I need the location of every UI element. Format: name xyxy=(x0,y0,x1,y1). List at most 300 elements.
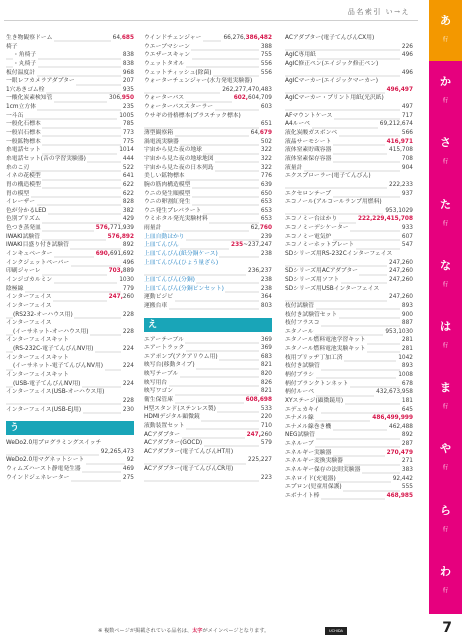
index-entry xyxy=(6,362,134,371)
page-ref: 889 xyxy=(122,268,134,275)
kana-tab-row-label: 行 xyxy=(442,220,449,227)
page-refs xyxy=(259,474,272,483)
index-term: 宇宙から見た夜の地球地図 xyxy=(144,155,214,162)
index-entry xyxy=(285,51,413,60)
page-ref: 382 xyxy=(122,207,134,214)
page-refs xyxy=(400,43,413,52)
page-refs xyxy=(400,69,413,78)
page-ref: 271 xyxy=(401,458,413,465)
index-term: A4ルーペ xyxy=(285,121,311,128)
page-refs xyxy=(121,311,134,320)
index-entry xyxy=(6,276,134,285)
page-ref: 953,1029 xyxy=(385,207,413,214)
page-ref: 496 xyxy=(401,52,413,59)
index-entry xyxy=(6,77,134,86)
index-term: 液化炭酸ガスボンベ xyxy=(285,130,338,137)
index-term: 上皿自動はかり xyxy=(144,233,185,240)
kana-tab-row-label: 行 xyxy=(442,526,449,533)
kana-tab[interactable] xyxy=(429,367,462,430)
index-entry xyxy=(144,233,272,242)
index-term: H型スタンド(ステンレス製) xyxy=(144,405,216,412)
index-entry xyxy=(285,138,413,147)
page-refs xyxy=(121,129,134,138)
kana-tab[interactable] xyxy=(429,122,462,185)
index-term: エアーテーブル xyxy=(144,336,184,343)
index-term: IWAKI目盛り付き試験管 xyxy=(6,242,69,249)
page-refs xyxy=(121,51,134,60)
page-refs xyxy=(121,155,134,164)
index-term: インターフェイス xyxy=(6,320,52,327)
index-term: 柄付ブラシ xyxy=(285,371,314,378)
index-term: 糸電話セット(音の学習実験器) xyxy=(6,155,86,162)
page-ref: 968 xyxy=(122,69,134,76)
index-term: 液体窒素貯蔵容器 xyxy=(285,147,332,154)
page-ref: 710 xyxy=(260,422,272,429)
kana-tab[interactable] xyxy=(429,428,462,491)
index-entry xyxy=(144,431,272,440)
index-entry xyxy=(6,285,134,294)
page-refs xyxy=(121,380,134,389)
index-term: AgICマーカー・プリント用紙(光沢紙) xyxy=(285,95,384,102)
page-refs xyxy=(259,164,272,173)
index-term: 柄付ブランクトンネット xyxy=(285,380,349,387)
page-ref: 260 xyxy=(122,294,134,301)
index-entry xyxy=(285,250,413,259)
page-ref: 247,260 xyxy=(389,276,413,283)
kana-tab-label: な xyxy=(440,258,451,272)
page-ref: 820 xyxy=(260,371,272,378)
kana-tab-label: や xyxy=(440,442,451,456)
index-entry xyxy=(144,190,272,199)
index-entry xyxy=(6,293,134,302)
index-entry xyxy=(6,241,134,250)
page-ref: 92 xyxy=(126,457,134,464)
page-refs xyxy=(400,362,413,371)
index-entry xyxy=(6,250,134,259)
page-ref: 775 xyxy=(122,138,134,145)
index-entry xyxy=(285,181,413,190)
page-refs xyxy=(221,34,272,43)
page-refs xyxy=(121,69,134,78)
page-ref: 691,692 xyxy=(110,251,134,258)
index-entry xyxy=(285,207,413,216)
index-entry xyxy=(144,422,272,431)
page-ref: 306, xyxy=(108,95,122,102)
index-term: NEG試験管 xyxy=(285,432,315,439)
index-entry xyxy=(285,112,413,121)
index-entry xyxy=(285,224,413,233)
index-term: SDシリーズ用ソフト xyxy=(285,276,340,283)
page-ref: 223 xyxy=(260,474,272,481)
index-term: イネの花模型 xyxy=(6,173,41,180)
page-ref: 432,673,958 xyxy=(376,389,413,396)
page-ref: 228 xyxy=(122,311,134,318)
main-page-ref: 468,985 xyxy=(386,492,413,499)
index-entry xyxy=(144,172,272,181)
page-refs xyxy=(121,406,134,415)
index-term: ウィムズハースト静電発生器 xyxy=(6,466,81,473)
page-ref: 755 xyxy=(260,52,272,59)
page-refs xyxy=(383,328,413,337)
page-ref: 953,1030 xyxy=(385,328,413,335)
index-term: ACアダプター(電子てんびんCR用) xyxy=(144,466,234,473)
index-term: ウェットタオル xyxy=(144,60,185,67)
page-ref: 556 xyxy=(260,60,272,67)
index-entry xyxy=(6,69,134,78)
index-entry xyxy=(285,155,413,164)
index-term: ウインドチェンジャー xyxy=(144,35,202,41)
index-term: 液量計 xyxy=(285,164,303,171)
page-refs xyxy=(121,198,134,207)
index-entry xyxy=(285,354,413,363)
kana-tab[interactable] xyxy=(429,0,462,63)
page-ref: 238 xyxy=(260,251,272,258)
index-entry xyxy=(144,34,272,43)
page-refs xyxy=(259,405,272,414)
page-ref: 803 xyxy=(260,302,272,309)
page-refs xyxy=(259,250,272,259)
index-term: インターフェイスキット xyxy=(6,354,69,361)
index-entry xyxy=(144,51,272,60)
page-ref: 887 xyxy=(401,320,413,327)
index-term: ウォーターパススターラー xyxy=(144,104,214,111)
index-entry xyxy=(144,224,272,233)
index-entry xyxy=(6,207,134,216)
index-term: 陰極線 xyxy=(6,285,24,292)
index-term: 一斗缶 xyxy=(6,112,24,119)
page-ref: 388 xyxy=(260,43,272,50)
main-page-ref: 247, xyxy=(108,294,123,301)
index-entry xyxy=(144,129,272,138)
page-refs xyxy=(374,388,413,397)
index-term: インターフェイス(USB-EJ用) xyxy=(6,406,82,413)
index-entry xyxy=(144,336,272,345)
page-ref: 935 xyxy=(122,86,134,93)
index-term: エアポンプ(アクアリウム用) xyxy=(144,353,218,360)
index-entry xyxy=(6,302,134,311)
index-entry xyxy=(285,328,413,337)
index-term: ウニ発生プレパラート xyxy=(144,207,202,214)
index-entry xyxy=(285,492,413,501)
index-entry xyxy=(285,172,413,181)
index-entry xyxy=(6,311,134,320)
index-term: インクジェットペーパー xyxy=(6,259,70,266)
index-term: ACアダプター(電子てんびんCX用) xyxy=(285,35,375,41)
page-refs xyxy=(259,422,272,431)
index-term: インジゴカルミン xyxy=(6,276,53,283)
kana-tab[interactable] xyxy=(429,245,462,308)
page-refs xyxy=(400,466,413,475)
page-refs xyxy=(121,474,134,483)
index-term: エボナイト棒 xyxy=(285,492,320,499)
page-ref: 207 xyxy=(122,78,134,85)
page-ref: 228 xyxy=(122,397,134,404)
kana-tab-sidebar xyxy=(429,0,462,612)
index-term: イレーザー xyxy=(6,199,35,206)
section-heading: え xyxy=(144,318,272,332)
main-page-ref: 416,971 xyxy=(386,138,413,145)
page-refs xyxy=(106,233,134,242)
index-term: ACアダプター(電子てんびんHT用) xyxy=(144,448,234,455)
page-refs xyxy=(245,431,272,440)
index-term: 液体窒素保存容器 xyxy=(285,155,332,162)
page-refs xyxy=(121,138,134,147)
footnote-suffix: がメインページとなります。 xyxy=(202,628,270,634)
index-term: インターフェイス xyxy=(6,302,52,309)
index-entry xyxy=(144,86,272,95)
page-ref: 1005 xyxy=(119,112,134,119)
index-term: ウェットティッシュ(除菌) xyxy=(144,69,212,76)
page-refs xyxy=(259,285,272,294)
page-ref: 69,212,674 xyxy=(379,121,413,128)
kana-tab-row-label: 行 xyxy=(442,343,449,349)
kana-tab-row-label: 行 xyxy=(442,281,449,288)
kana-tab-row-label: 行 xyxy=(442,98,449,105)
page-ref: 639 xyxy=(260,181,272,188)
page-ref: 281 xyxy=(401,346,413,353)
index-entry xyxy=(285,423,413,432)
index-term: エネロイド(充電器) xyxy=(285,475,336,482)
page-refs xyxy=(117,276,134,285)
index-entry xyxy=(6,259,134,268)
section-heading: う xyxy=(6,421,134,435)
page-ref: 1008 xyxy=(398,371,413,378)
page-refs xyxy=(400,224,413,233)
page-refs xyxy=(259,413,272,422)
footnote xyxy=(98,627,269,634)
index-entry xyxy=(6,336,134,345)
index-entry xyxy=(285,129,413,138)
index-term: WeDo2.0用マグネットシート xyxy=(6,457,85,464)
page-ref: 262,277,470,483 xyxy=(222,86,272,93)
page-refs xyxy=(400,51,413,60)
page-refs xyxy=(400,129,413,138)
page-ref: 776 xyxy=(260,173,272,180)
page-ref: 683 xyxy=(260,353,272,360)
page-refs xyxy=(107,293,134,302)
index-term: エアートラック xyxy=(144,345,185,352)
index-entry xyxy=(144,405,272,414)
index-entry xyxy=(144,198,272,207)
index-entry xyxy=(144,103,272,112)
index-entry xyxy=(144,293,272,302)
index-entry xyxy=(6,94,134,103)
main-page-ref: 486,499,999 xyxy=(372,415,413,422)
page-ref: 653 xyxy=(260,207,272,214)
page-refs xyxy=(400,233,413,242)
index-entry xyxy=(285,483,413,492)
page-ref: 247,260 xyxy=(389,268,413,275)
index-term: ACアダプター(GOCD) xyxy=(144,440,203,447)
page-refs xyxy=(121,285,134,294)
page-refs xyxy=(99,448,134,457)
main-page-ref: 235 xyxy=(231,242,244,249)
index-term: エタノール燃料電池実験キット xyxy=(285,346,366,353)
kana-tab-label: か xyxy=(440,75,451,89)
page-ref: 64, xyxy=(250,130,260,137)
index-term: 色が分かるLED xyxy=(6,207,47,214)
page-ref: ~237,247 xyxy=(243,242,272,249)
index-entry xyxy=(144,43,272,52)
page-refs xyxy=(220,86,272,95)
index-term: 色別プリズム xyxy=(6,216,41,223)
kana-tab[interactable] xyxy=(429,184,462,247)
page-ref: 547 xyxy=(401,242,413,249)
index-term: ACアダプター xyxy=(144,431,181,438)
page-refs xyxy=(121,207,134,216)
page-ref: 429 xyxy=(122,216,134,223)
page-refs xyxy=(400,155,413,164)
page-refs xyxy=(356,215,413,224)
page-refs xyxy=(259,198,272,207)
index-entry xyxy=(285,388,413,397)
page-refs xyxy=(121,181,134,190)
index-term: 映写台(移動タイプ) xyxy=(144,362,195,369)
index-entry xyxy=(285,345,413,354)
page-ref: 1014 xyxy=(119,147,134,154)
index-entry xyxy=(285,406,413,415)
index-entry xyxy=(285,259,413,268)
page-refs xyxy=(121,215,134,224)
index-entry xyxy=(144,465,272,474)
index-term: XYステージ(顕微鏡用) xyxy=(285,397,344,404)
kana-tab[interactable] xyxy=(429,490,462,553)
page-ref: 415,708 xyxy=(389,147,413,154)
page-refs xyxy=(259,138,272,147)
index-entry xyxy=(144,69,272,78)
index-entry xyxy=(285,267,413,276)
index-entry xyxy=(285,397,413,406)
page-ref: 496 xyxy=(122,259,134,266)
kana-tab[interactable] xyxy=(429,306,462,369)
index-entry xyxy=(6,129,134,138)
index-entry xyxy=(285,190,413,199)
index-entry xyxy=(285,466,413,475)
index-term: エタノール xyxy=(285,328,314,335)
index-entry xyxy=(144,413,272,422)
index-term: 薄型観察箱 xyxy=(144,130,173,137)
page-refs xyxy=(387,423,413,432)
page-refs xyxy=(396,371,413,380)
kana-tab[interactable] xyxy=(429,61,462,124)
kana-tab-row-label: 行 xyxy=(442,465,449,472)
page-refs xyxy=(121,77,134,86)
page-refs xyxy=(259,69,272,78)
index-entry xyxy=(285,103,413,112)
index-entry xyxy=(285,371,413,380)
page-refs xyxy=(107,267,134,276)
page-refs xyxy=(229,241,272,250)
page-refs xyxy=(400,241,413,250)
page-ref: 779 xyxy=(122,285,134,292)
page-ref: 281 xyxy=(401,337,413,344)
page-refs xyxy=(259,439,272,448)
index-term: ウインドジェネレーター xyxy=(6,474,70,481)
page-ref: 497 xyxy=(401,104,413,111)
page-refs xyxy=(385,449,413,458)
page-ref: 533 xyxy=(260,405,272,412)
page-ref: 821 xyxy=(260,362,272,369)
index-entry xyxy=(285,431,413,440)
index-entry xyxy=(6,465,134,474)
index-entry xyxy=(6,448,134,457)
page-ref: 650 xyxy=(260,190,272,197)
page-ref: 1042 xyxy=(398,354,413,361)
index-term: エネルギー変換実験器 xyxy=(285,458,343,465)
page-ref: 821 xyxy=(260,388,272,395)
index-entry xyxy=(6,319,134,328)
index-entry xyxy=(6,233,134,242)
index-term: 上皿てんびん(分銅) xyxy=(144,276,195,283)
index-entry xyxy=(144,456,272,465)
page-refs xyxy=(121,190,134,199)
index-entry xyxy=(6,456,134,465)
index-term: HDMIデジタル顕微鏡 xyxy=(144,414,200,421)
page-ref: 641 xyxy=(122,173,134,180)
page-ref: 369 xyxy=(260,345,272,352)
index-term: 衛生保管庫 xyxy=(144,396,173,403)
index-entry xyxy=(285,440,413,449)
page-refs xyxy=(259,344,272,353)
page-ref: 773 xyxy=(122,130,134,137)
index-entry xyxy=(144,474,272,483)
page-refs xyxy=(259,276,272,285)
index-entry xyxy=(285,475,413,484)
page-ref: 462,488 xyxy=(389,423,413,430)
main-page-ref: 222,229,415,708 xyxy=(357,216,413,223)
index-entry xyxy=(285,60,413,69)
page-refs xyxy=(232,94,272,103)
page-refs xyxy=(259,207,272,216)
index-term: エデュカキイ xyxy=(285,406,320,413)
index-entry xyxy=(144,60,272,69)
index-entry xyxy=(144,94,272,103)
header-title: 品名索引 い→え xyxy=(347,8,410,16)
index-entry xyxy=(285,302,413,311)
index-entry xyxy=(144,155,272,164)
index-term: 色つき蒸発皿 xyxy=(6,225,41,232)
footnote-prefix: ※ 複数ページが掲載されている品名は、 xyxy=(98,628,193,634)
index-entry xyxy=(6,328,134,337)
page-refs xyxy=(387,181,413,190)
index-term: ウエザースキャン xyxy=(144,52,191,59)
kana-tab[interactable] xyxy=(429,551,462,614)
index-term: ウォーターチェンジャー(水力発電実験器) xyxy=(144,78,253,85)
index-term: 胃の構造模型 xyxy=(6,181,41,188)
page-ref: 708 xyxy=(401,155,413,162)
main-page-ref: 679 xyxy=(259,130,272,137)
page-refs xyxy=(249,129,272,138)
index-term: 運搬台車 xyxy=(144,302,168,309)
index-entry xyxy=(6,86,134,95)
page-refs xyxy=(385,86,413,95)
page-ref: 622 xyxy=(122,181,134,188)
page-ref: 230 xyxy=(122,406,134,413)
index-term: ウニの卵割紅発生 xyxy=(144,199,191,206)
page-refs xyxy=(259,103,272,112)
page-ref: 904 xyxy=(401,164,413,171)
index-term: AgICマーカー(エイジックマーカー) xyxy=(285,78,379,85)
page-ref: 556 xyxy=(260,69,272,76)
index-entry xyxy=(285,293,413,302)
page-ref: 224 xyxy=(122,346,134,353)
index-term: AgIC修正ペン(エイジック修正ペン) xyxy=(285,60,379,67)
index-term: エネルーブ xyxy=(285,441,314,448)
page-refs xyxy=(121,103,134,112)
page-refs xyxy=(107,94,134,103)
index-entry xyxy=(144,379,272,388)
publisher-logo: UCHIDA xyxy=(325,627,347,635)
